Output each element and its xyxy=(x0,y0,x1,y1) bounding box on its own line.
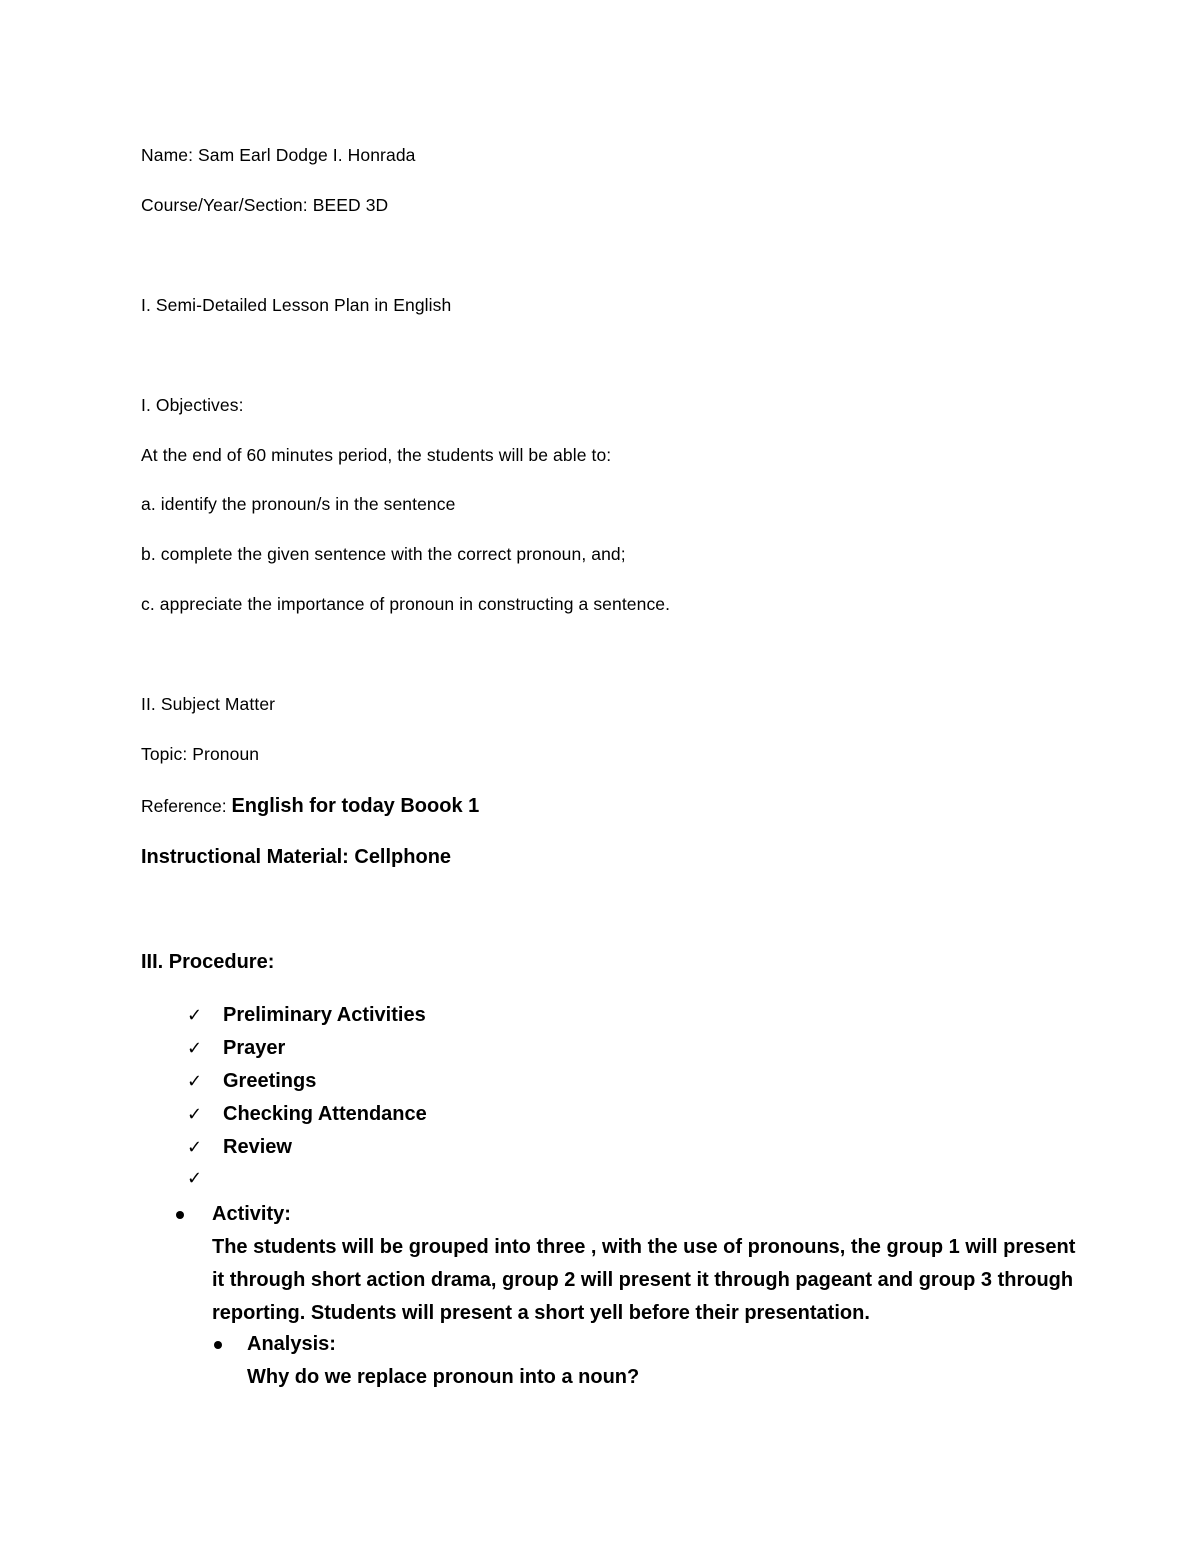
analysis-section xyxy=(247,1328,1047,1394)
bullet-icon xyxy=(176,1211,184,1219)
analysis-label: Analysis: xyxy=(247,1333,336,1355)
checklist-item-label: Checking Attendance xyxy=(223,1103,427,1125)
checklist-item-label: Preliminary Activities xyxy=(223,1004,426,1026)
student-name: Name: Sam Earl Dodge I. Honrada xyxy=(141,145,416,165)
checklist-item-prayer xyxy=(187,1038,285,1058)
reference-value: English for today Boook 1 xyxy=(231,795,480,817)
subject-matter-heading: II. Subject Matter xyxy=(141,694,276,714)
bullet-icon xyxy=(214,1341,222,1349)
checkmark-icon: ✓ xyxy=(187,1104,203,1125)
checklist-item-preliminary xyxy=(187,1005,426,1025)
activity-text: The students will be grouped into three , with the use of pronouns, the group 1 will present it through short action drama, group 2 will present it through pageant and group 3 through reporting. Students will present a short yell before their presentation. xyxy=(212,1236,1076,1324)
checklist-item-label: Greetings xyxy=(223,1070,317,1092)
objective-item-a: a. identify the pronoun/s in the sentence xyxy=(141,494,456,514)
checkmark-icon: ✓ xyxy=(187,1071,203,1092)
activity-section xyxy=(212,1198,1092,1330)
checklist-item-review xyxy=(187,1137,292,1157)
reference-line xyxy=(141,796,479,816)
checkmark-icon: ✓ xyxy=(187,1038,203,1059)
checklist-item-empty xyxy=(187,1168,223,1188)
analysis-text: Why do we replace pronoun into a noun? xyxy=(247,1366,640,1388)
activity-label: Activity: xyxy=(212,1203,291,1225)
checklist-item-label: Prayer xyxy=(223,1037,286,1059)
topic-line: Topic: Pronoun xyxy=(141,744,260,764)
objectives-heading: I. Objectives: xyxy=(141,395,244,415)
checkmark-icon: ✓ xyxy=(187,1168,203,1189)
checklist-item-label: Review xyxy=(223,1136,292,1158)
objective-item-c: c. appreciate the importance of pronoun in constructing a sentence. xyxy=(141,594,671,614)
plan-title: I. Semi-Detailed Lesson Plan in English xyxy=(141,295,452,315)
checkmark-icon: ✓ xyxy=(187,1137,203,1158)
checkmark-icon: ✓ xyxy=(187,1005,203,1026)
checklist-item-attendance xyxy=(187,1104,427,1124)
reference-label: Reference: xyxy=(141,796,232,816)
procedure-heading: III. Procedure: xyxy=(141,951,275,973)
checklist-item-greetings xyxy=(187,1071,316,1091)
objective-item-b: b. complete the given sentence with the correct pronoun, and; xyxy=(141,544,626,564)
course-year-section: Course/Year/Section: BEED 3D xyxy=(141,195,389,215)
objectives-intro: At the end of 60 minutes period, the students will be able to: xyxy=(141,445,612,465)
instructional-material-line: Instructional Material: Cellphone xyxy=(141,846,452,868)
